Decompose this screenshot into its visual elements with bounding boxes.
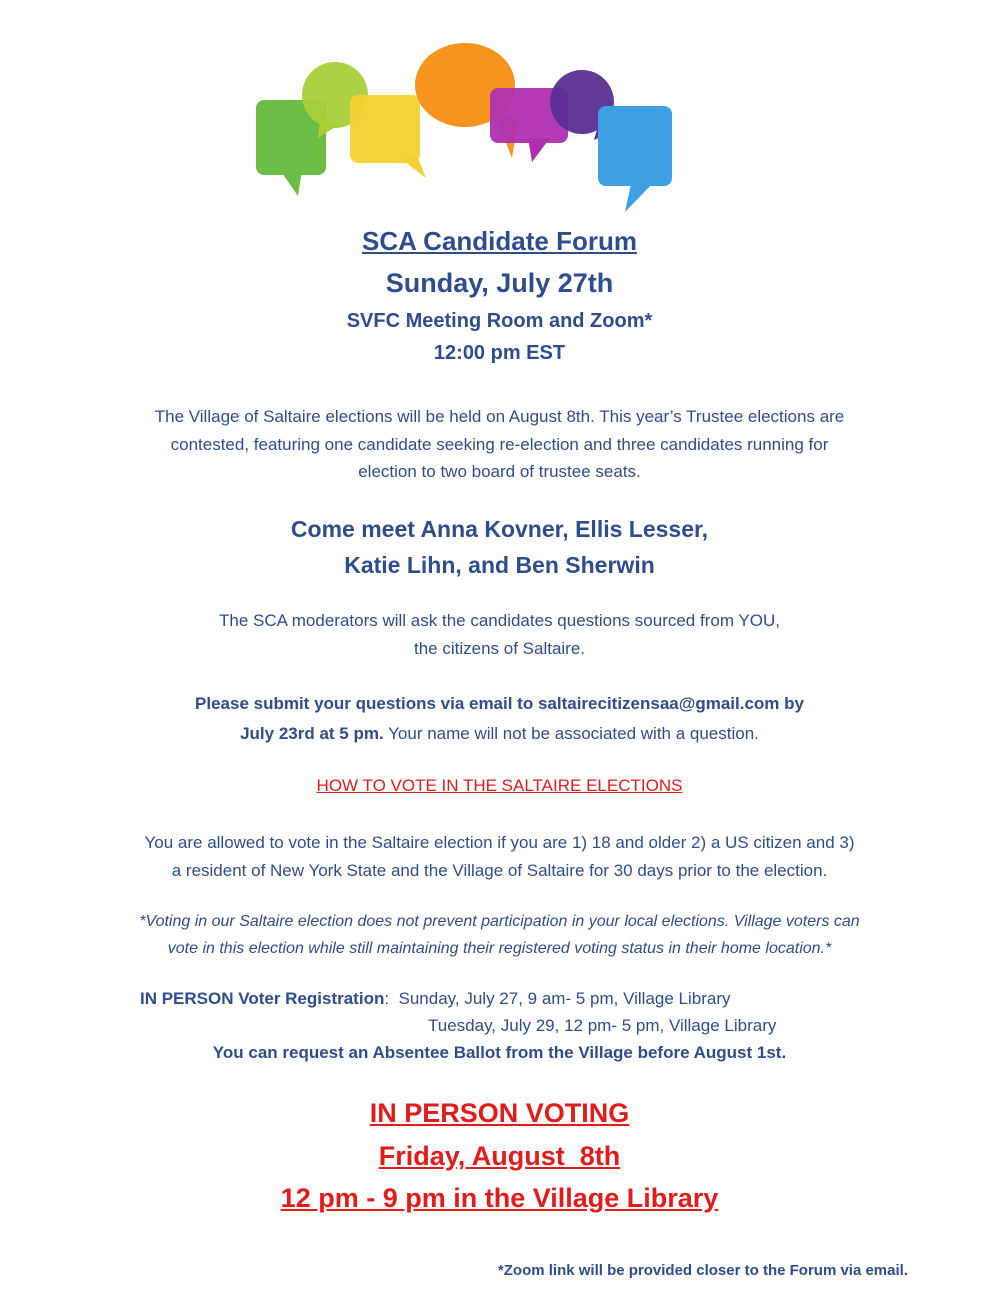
intro-line: election to two board of trustee seats. <box>358 462 641 481</box>
eligibility-line: You are allowed to vote in the Saltaire election if you are 1) 18 and older 2) a US citizen and 3) <box>144 833 855 852</box>
registration-date: Tuesday, July 29, 12 pm- 5 pm, Village Library <box>428 1016 777 1035</box>
candidates-line: Come meet Anna Kovner, Ellis Lesser, <box>290 516 709 542</box>
absentee-ballot-note: You can request an Absentee Ballot from the Village before August 1st. <box>212 1043 787 1062</box>
forum-date: Sunday, July 27th <box>385 268 614 298</box>
zoom-footnote: *Zoom link will be provided closer to the Forum via email. <box>497 1262 908 1279</box>
forum-time: 12:00 pm EST <box>433 342 566 364</box>
voting-time-place: 12 pm - 9 pm in the Village Library <box>280 1183 719 1213</box>
moderators-paragraph <box>0 607 999 662</box>
registration-label: IN PERSON Voter Registration <box>140 989 385 1008</box>
how-to-vote-heading: HOW TO VOTE IN THE SALTAIRE ELECTIONS <box>316 776 683 795</box>
eligibility-paragraph <box>0 829 999 885</box>
intro-paragraph <box>0 403 999 486</box>
registration-row-1 <box>140 989 731 1009</box>
eligibility-line: a resident of New York State and the Village of Saltaire for 30 days prior to the election. <box>171 861 828 880</box>
forum-title: SCA Candidate Forum <box>362 226 637 256</box>
speech-bubbles-logo <box>250 40 680 215</box>
intro-line: The Village of Saltaire elections will be held on August 8th. This year’s Trustee elections are <box>154 407 845 426</box>
forum-location: SVFC Meeting Room and Zoom* <box>346 310 653 332</box>
moderators-line: The SCA moderators will ask the candidates questions sourced from YOU, <box>219 611 780 630</box>
submit-paragraph <box>0 689 999 749</box>
registration-separator: : <box>384 989 399 1008</box>
voting-date: Friday, August 8th <box>378 1141 621 1171</box>
voting-note <box>0 908 999 962</box>
candidates-line: Katie Lihn, and Ben Sherwin <box>344 552 655 578</box>
intro-line: contested, featuring one candidate seeking re-election and three candidates running for <box>170 434 829 454</box>
voting-note-line: vote in this election while still maintaining their registered voting status in their home location.* <box>167 940 832 957</box>
in-person-voting-heading: IN PERSON VOTING <box>369 1098 630 1128</box>
yellow-speech-bubble-icon <box>350 95 426 178</box>
registration-date: Sunday, July 27, 9 am- 5 pm, Village Library <box>398 989 731 1008</box>
blue-speech-bubble-icon <box>598 106 672 212</box>
candidates-block <box>0 511 999 583</box>
submit-deadline: July 23rd at 5 pm. <box>240 724 384 743</box>
submit-line: Please submit your questions via email to saltairecitizensaa@gmail.com by <box>195 694 804 713</box>
submit-note: Your name will not be associated with a question. <box>383 724 759 743</box>
submit-line <box>0 719 999 749</box>
moderators-line: the citizens of Saltaire. <box>413 638 586 658</box>
voting-note-line: *Voting in our Saltaire election does not prevent participation in your local elections. Village voters can <box>139 913 860 930</box>
